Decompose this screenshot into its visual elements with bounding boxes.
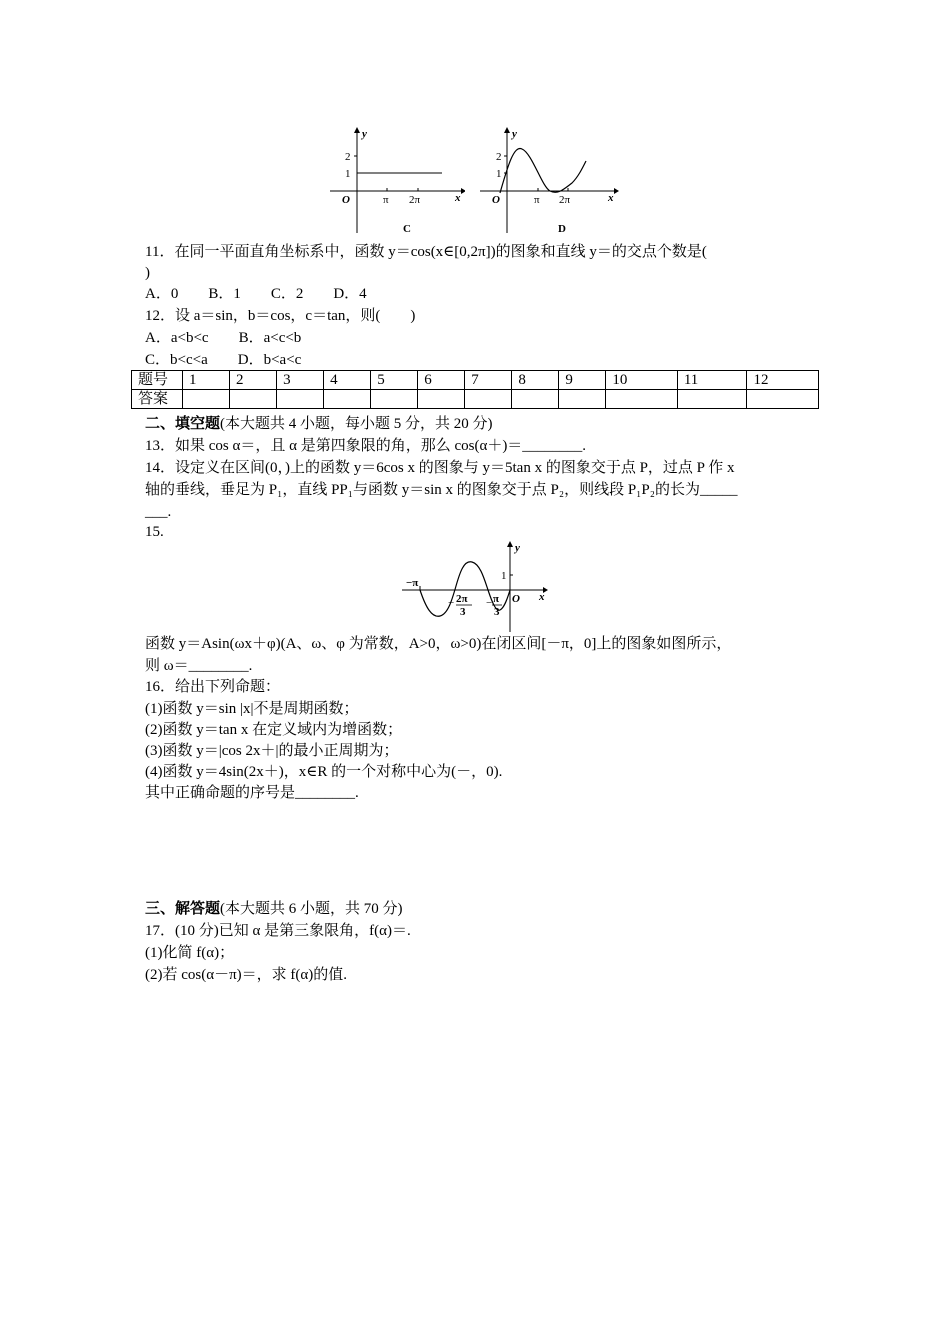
table-head-number: 题号 xyxy=(132,371,183,390)
q15-number: 15. xyxy=(145,524,164,540)
q15-graph-origin: O xyxy=(512,593,520,605)
q17-part2: (2)若 cos(α－π)＝，求 f(α)的值. xyxy=(145,967,348,983)
table-num-12: 12 xyxy=(747,371,819,390)
answer-cell[interactable] xyxy=(230,390,277,409)
fig-c-origin: O xyxy=(342,194,350,206)
fig-d-tick-2pi: 2π xyxy=(559,194,571,206)
fig-d-y: y xyxy=(512,128,517,140)
answer-cell[interactable] xyxy=(324,390,371,409)
section3-heading xyxy=(145,899,403,919)
q11-stem-close: ) xyxy=(145,265,150,281)
q15-graph-minus-a: − xyxy=(448,597,455,609)
q15-graph-negpi: −π xyxy=(406,577,419,589)
fig-c-x: x xyxy=(455,192,461,204)
q17-part1: (1)化简 f(α)； xyxy=(145,945,235,961)
q15-graph-3b: 3 xyxy=(494,606,500,618)
q11-stem: 11．在同一平面直角坐标系中，函数 y＝cos(x∈[0,2π])的图象和直线 y＝的交点个数是( xyxy=(145,244,707,260)
q16-prop4: (4)函数 y＝4sin(2x＋)，x∈R 的一个对称中心为(－，0). xyxy=(145,764,503,780)
q15-graph-3a: 3 xyxy=(460,606,466,618)
answer-cell[interactable] xyxy=(418,390,465,409)
answer-table xyxy=(131,370,819,409)
fig-c-label: C xyxy=(403,223,411,235)
q15-graph-y: y xyxy=(515,542,520,554)
q16-prop3: (3)函数 y＝|cos 2x＋|的最小正周期为； xyxy=(145,743,399,759)
answer-cell[interactable] xyxy=(606,390,677,409)
answer-cell[interactable] xyxy=(183,390,230,409)
table-num-2: 2 xyxy=(230,371,277,390)
q16-ask: 其中正确命题的序号是________. xyxy=(145,785,359,801)
answer-cell[interactable] xyxy=(465,390,512,409)
q15-graph-x: x xyxy=(539,591,545,603)
fig-d-x: x xyxy=(608,192,614,204)
q16-prop2: (2)函数 y＝tan x 在定义域内为增函数； xyxy=(145,722,403,738)
answer-cell[interactable] xyxy=(559,390,606,409)
table-head-answer: 答案 xyxy=(132,390,183,409)
table-num-3: 3 xyxy=(277,371,324,390)
table-num-4: 4 xyxy=(324,371,371,390)
section2-heading xyxy=(145,414,493,434)
answer-cell[interactable] xyxy=(512,390,559,409)
section2-desc: (本大题共 4 小题，每小题 5 分，共 20 分) xyxy=(220,416,493,432)
q15-graph xyxy=(398,538,558,634)
q15-graph-pi: π xyxy=(493,593,500,605)
q14-line1: 14．设定义在区间(0，)上的函数 y＝6cos x 的图象与 y＝5tan x 的图象交于点 P，过点 P 作 x xyxy=(145,460,735,476)
q15-line2: 则 ω＝________. xyxy=(145,658,253,674)
figure-c-graph xyxy=(325,125,465,237)
fig-c-tick-pi: π xyxy=(383,194,389,206)
fig-c-tick-2pi: 2π xyxy=(409,194,421,206)
q15-graph-one: 1 xyxy=(501,570,507,582)
q15-line1: 函数 y＝Asin(ωx＋φ)(A、ω、φ 为常数，A>0，ω>0)在闭区间[－π，0]上的图象如图所示， xyxy=(145,636,732,652)
table-num-10: 10 xyxy=(606,371,677,390)
q14-line3: ___. xyxy=(145,504,172,520)
q14-line2: 轴的垂线，垂足为 P₁，直线 PP₁与函数 y＝sin x 的图象交于点 P₂，则线段 P₁P₂的长为_____ xyxy=(145,482,738,498)
section2-title: 二、填空题 xyxy=(145,416,221,432)
q15-graph-2pi: 2π xyxy=(456,593,468,605)
fig-d-tick-pi: π xyxy=(534,194,540,206)
fig-c-tick-2: 2 xyxy=(345,151,351,163)
fig-c-y: y xyxy=(362,128,367,140)
answer-cell[interactable] xyxy=(277,390,324,409)
figure-d-graph xyxy=(478,125,620,237)
q12-stem: 12．设 a＝sin，b＝cos，c＝tan，则( ) xyxy=(145,308,416,324)
answer-cell[interactable] xyxy=(747,390,819,409)
table-num-11: 11 xyxy=(677,371,747,390)
table-num-9: 9 xyxy=(559,371,606,390)
table-num-8: 8 xyxy=(512,371,559,390)
fig-d-origin: O xyxy=(492,194,500,206)
q17-stem: 17．(10 分)已知 α 是第三象限角，f(α)＝. xyxy=(145,923,411,939)
answer-table-answer-row xyxy=(132,390,819,409)
section3-desc: (本大题共 6 小题，共 70 分) xyxy=(220,901,403,917)
fig-c-tick-1: 1 xyxy=(345,168,351,180)
q12-options-ab: A．a<b<c B．a<c<b xyxy=(145,330,302,346)
table-num-5: 5 xyxy=(371,371,418,390)
table-num-1: 1 xyxy=(183,371,230,390)
q15-graph-minus-b: − xyxy=(486,597,493,609)
fig-d-tick-2: 2 xyxy=(496,151,502,163)
answer-cell[interactable] xyxy=(677,390,747,409)
answer-cell[interactable] xyxy=(371,390,418,409)
q16-prop1: (1)函数 y＝sin |x|不是周期函数； xyxy=(145,701,359,717)
fig-d-label: D xyxy=(558,223,566,235)
q13: 13．如果 cos α＝，且 α 是第四象限的角，那么 cos(α＋)＝________. xyxy=(145,438,587,454)
fig-d-tick-1: 1 xyxy=(496,168,502,180)
answer-table-number-row xyxy=(132,371,819,390)
q11-options: A．0 B．1 C．2 D．4 xyxy=(145,286,367,302)
table-num-6: 6 xyxy=(418,371,465,390)
q12-options-cd: C．b<c<a D．b<a<c xyxy=(145,352,302,368)
table-num-7: 7 xyxy=(465,371,512,390)
section3-title: 三、解答题 xyxy=(145,901,221,917)
q16-stem: 16．给出下列命题： xyxy=(145,679,281,695)
